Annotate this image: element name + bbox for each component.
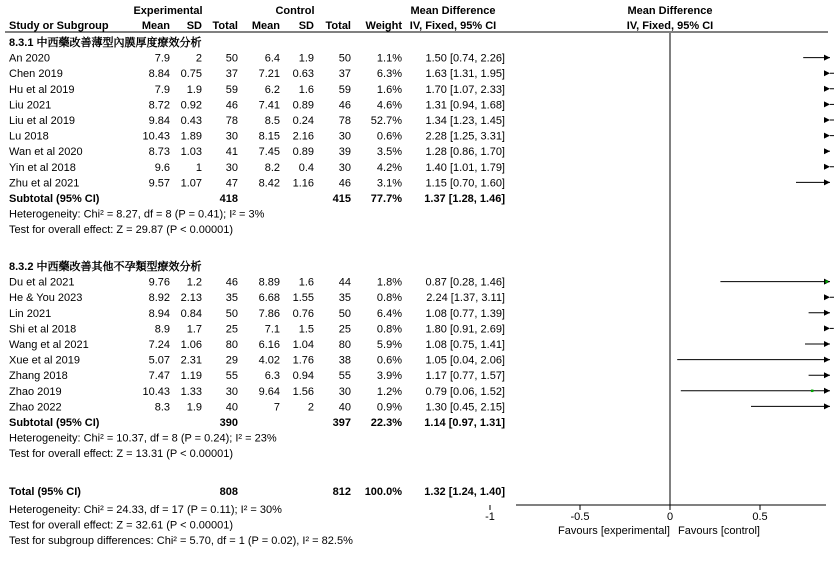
weight-cell: 1.1% [376, 52, 402, 65]
subgroup-title: 8.3.1 中西藥改善薄型內膜厚度療效分析 [9, 37, 202, 49]
subtotal-e-total: 418 [219, 193, 238, 205]
c-sd-cell: 0.76 [292, 307, 314, 320]
c-mean-cell: 8.42 [258, 177, 280, 190]
ci-line-arrow [824, 148, 830, 154]
ci-cell: 1.17 [0.77, 1.57] [425, 370, 505, 383]
study-name: Lu 2018 [9, 130, 49, 143]
c-mean-cell: 8.15 [258, 130, 280, 143]
e-total-cell: 55 [225, 370, 238, 383]
c-sd-cell: 2 [307, 401, 314, 414]
md-method-header: IV, Fixed, 95% CI [409, 20, 497, 32]
e-sd-cell: 1 [195, 161, 202, 174]
c-mean-cell: 7.21 [258, 68, 280, 81]
favours-control-label: Favours [control] [678, 525, 760, 537]
c-total-cell: 30 [338, 385, 351, 398]
heterogeneity-text: Heterogeneity: Chi² = 8.27, df = 8 (P = 0.41); I² = 3% [9, 208, 265, 221]
total-ci: 1.32 [1.24, 1.40] [424, 486, 505, 498]
e-total-cell: 40 [225, 401, 238, 414]
e-sd-cell: 1.33 [180, 385, 202, 398]
weight-cell: 6.4% [376, 307, 402, 320]
c-total-cell: 50 [338, 52, 351, 65]
c-sd-cell: 1.55 [292, 292, 314, 305]
control-header: Control [275, 5, 315, 17]
e-sd-cell: 1.89 [180, 130, 202, 143]
c-sd-cell: 1.6 [298, 276, 314, 289]
study-name: Zhao 2019 [9, 385, 62, 398]
e-mean-cell: 8.72 [148, 99, 170, 112]
weight-cell: 3.1% [376, 177, 402, 190]
md-plot-method-header: IV, Fixed, 95% CI [626, 20, 714, 32]
study-square [825, 280, 828, 283]
total-e-total: 808 [219, 486, 238, 498]
c-total-cell: 30 [338, 161, 351, 174]
e-sd-cell: 1.9 [186, 83, 202, 96]
study-name: Zhang 2018 [9, 370, 68, 383]
ci-line-arrow [824, 86, 830, 92]
e-total-cell: 47 [225, 177, 238, 190]
ci-line-arrow [824, 372, 830, 378]
weight-cell: 1.6% [376, 83, 402, 96]
e-mean-cell: 9.84 [148, 115, 170, 127]
c-mean-cell: 9.64 [258, 385, 280, 398]
e-mean-cell: 5.07 [148, 354, 170, 367]
c-mean-cell: 6.4 [264, 52, 280, 65]
e-total-cell: 59 [225, 83, 238, 96]
c-total-cell: 40 [338, 401, 351, 414]
study-name: He & You 2023 [9, 292, 83, 305]
ci-cell: 1.34 [1.23, 1.45] [425, 115, 505, 127]
c-mean-cell: 6.3 [264, 370, 280, 383]
c-sd-cell: 1.16 [292, 177, 314, 190]
subtotal-c-total: 397 [332, 417, 351, 429]
e-sd-cell: 1.19 [180, 370, 202, 383]
e-mean-cell: 7.24 [148, 339, 170, 351]
study-name: Xue et al 2019 [9, 354, 80, 367]
weight-cell: 0.8% [376, 292, 402, 305]
ci-cell: 1.15 [0.70, 1.60] [425, 177, 505, 190]
ci-line-arrow [824, 388, 830, 394]
x-tick-label: -1 [485, 511, 495, 523]
e-sd-cell: 1.7 [186, 323, 202, 336]
e-sd-cell: 0.75 [180, 68, 202, 81]
e-sd-cell: 2 [195, 52, 202, 65]
weight-cell: 0.6% [376, 354, 402, 367]
c-total-cell: 37 [338, 68, 351, 81]
e-mean-cell: 8.84 [148, 68, 170, 81]
weight-cell: 1.2% [376, 385, 402, 398]
study-name: Liu 2021 [9, 99, 52, 112]
e-mean-header: Mean [141, 20, 170, 32]
c-mean-cell: 8.5 [264, 115, 280, 127]
subtotal-e-total: 390 [219, 417, 238, 429]
subtotal-c-total: 415 [332, 193, 351, 205]
c-sd-cell: 0.4 [298, 161, 314, 174]
e-mean-cell: 8.9 [154, 323, 170, 336]
study-name: Zhao 2022 [9, 401, 62, 414]
weight-cell: 6.3% [376, 68, 402, 81]
ci-line-arrow [824, 403, 830, 409]
e-mean-cell: 8.92 [148, 292, 170, 305]
total-label: Total (95% CI) [9, 486, 81, 498]
heterogeneity-text: Heterogeneity: Chi² = 10.37, df = 8 (P = 0.24); I² = 23% [9, 432, 277, 445]
weight-cell: 52.7% [370, 115, 402, 127]
x-tick-label: 0.5 [752, 511, 768, 523]
weight-cell: 0.8% [376, 323, 402, 336]
ci-line-arrow [824, 117, 830, 123]
e-total-cell: 78 [225, 115, 238, 127]
e-total-header: Total [212, 20, 238, 32]
e-mean-cell: 8.73 [148, 146, 170, 159]
ci-cell: 2.24 [1.37, 3.11] [426, 292, 505, 305]
ci-line-arrow [824, 310, 830, 316]
e-sd-cell: 1.03 [180, 146, 202, 159]
weight-cell: 5.9% [376, 339, 402, 351]
c-sd-cell: 1.5 [298, 323, 314, 336]
e-mean-cell: 9.6 [154, 161, 170, 174]
subgroup-title: 8.3.2 中西藥改善其他不孕類型療效分析 [9, 261, 202, 273]
e-total-cell: 46 [225, 276, 238, 289]
e-mean-cell: 7.9 [154, 83, 170, 96]
e-sd-cell: 0.92 [180, 99, 202, 112]
weight-header: Weight [365, 20, 402, 32]
subtotal-weight: 22.3% [370, 417, 402, 429]
study-name: Shi et al 2018 [9, 323, 77, 336]
x-tick-label: 0 [666, 511, 674, 523]
c-total-cell: 39 [338, 146, 351, 159]
c-total-cell: 50 [338, 307, 351, 320]
ci-line-arrow [824, 164, 830, 170]
weight-cell: 1.8% [376, 276, 402, 289]
e-total-cell: 30 [225, 385, 238, 398]
ci-line-arrow [824, 70, 830, 76]
e-sd-cell: 0.84 [180, 307, 202, 320]
total-weight: 100.0% [364, 486, 402, 498]
ci-cell: 1.40 [1.01, 1.79] [425, 161, 505, 174]
e-mean-cell: 9.76 [148, 276, 170, 289]
study-name: Liu et al 2019 [9, 115, 76, 127]
weight-cell: 0.6% [376, 130, 402, 143]
study-name: Lin 2021 [9, 307, 52, 320]
ci-cell: 1.80 [0.91, 2.69] [425, 323, 505, 336]
ci-line-arrow [824, 357, 830, 363]
e-sd-cell: 0.43 [180, 115, 202, 127]
study-name: Wang et al 2021 [9, 339, 89, 351]
c-mean-cell: 7.45 [258, 146, 280, 159]
footer-stat: Test for subgroup differences: Chi² = 5.70, df = 1 (P = 0.02), I² = 82.5% [9, 535, 353, 548]
subtotal-label: Subtotal (95% CI) [9, 417, 100, 429]
weight-cell: 4.6% [376, 99, 402, 112]
ci-line-arrow [824, 325, 830, 331]
weight-cell: 3.5% [376, 146, 402, 159]
favours-experimental-label: Favours [experimental] [558, 525, 670, 537]
c-total-cell: 25 [338, 323, 351, 336]
study-name: An 2020 [9, 52, 50, 65]
e-mean-cell: 8.94 [148, 307, 170, 320]
study-name: Zhu et al 2021 [9, 177, 80, 190]
ci-cell: 1.31 [0.94, 1.68] [425, 99, 505, 112]
e-mean-cell: 7.9 [154, 52, 170, 65]
study-name: Hu et al 2019 [9, 83, 75, 96]
c-mean-cell: 7.41 [258, 99, 280, 112]
c-mean-cell: 8.89 [258, 276, 280, 289]
e-total-cell: 35 [225, 292, 238, 305]
overall-effect-text: Test for overall effect: Z = 13.31 (P < 0.00001) [9, 448, 234, 461]
ci-line-arrow [824, 101, 830, 107]
weight-cell: 0.9% [376, 401, 402, 414]
weight-cell: 3.9% [376, 370, 402, 383]
c-mean-cell: 6.16 [258, 339, 280, 351]
subtotal-label: Subtotal (95% CI) [9, 193, 100, 205]
c-mean-cell: 7.86 [258, 307, 280, 320]
c-sd-header: SD [298, 20, 314, 32]
study-name: Wan et al 2020 [9, 146, 83, 159]
c-total-cell: 46 [338, 177, 351, 190]
e-total-cell: 25 [225, 323, 238, 336]
c-mean-cell: 4.02 [258, 354, 280, 367]
c-total-cell: 30 [338, 130, 351, 143]
c-sd-cell: 0.94 [292, 370, 314, 383]
c-total-cell: 80 [338, 339, 351, 351]
ci-line-arrow [824, 341, 830, 347]
c-sd-cell: 0.89 [292, 146, 314, 159]
e-mean-cell: 7.47 [148, 370, 170, 383]
study-name: Chen 2019 [9, 68, 63, 81]
e-sd-cell: 2.13 [180, 292, 202, 305]
c-total-cell: 55 [338, 370, 351, 383]
e-mean-cell: 8.3 [154, 401, 170, 414]
e-total-cell: 50 [225, 307, 238, 320]
weight-cell: 4.2% [376, 161, 402, 174]
ci-cell: 1.08 [0.75, 1.41] [425, 339, 505, 351]
ci-cell: 0.79 [0.06, 1.52] [425, 385, 505, 398]
e-sd-header: SD [186, 20, 202, 32]
ci-line-arrow [824, 55, 830, 61]
e-total-cell: 41 [225, 146, 238, 159]
overall-effect-text: Test for overall effect: Z = 29.87 (P < 0.00001) [9, 224, 234, 237]
ci-cell: 1.08 [0.77, 1.39] [425, 307, 505, 320]
study-col-header: Study or Subgroup [9, 20, 109, 32]
c-mean-cell: 6.2 [264, 83, 280, 96]
e-sd-cell: 1.9 [186, 401, 202, 414]
e-total-cell: 30 [225, 161, 238, 174]
c-sd-cell: 0.24 [292, 115, 314, 127]
footer-stat: Test for overall effect: Z = 32.61 (P < 0.00001) [9, 519, 234, 532]
ci-cell: 1.05 [0.04, 2.06] [425, 354, 505, 367]
c-mean-cell: 7.1 [264, 323, 280, 336]
subtotal-ci: 1.14 [0.97, 1.31] [424, 417, 505, 429]
ci-cell: 1.28 [0.86, 1.70] [425, 146, 505, 159]
e-sd-cell: 2.31 [180, 354, 202, 367]
e-total-cell: 80 [225, 339, 238, 351]
e-total-cell: 50 [225, 52, 238, 65]
study-name: Du et al 2021 [9, 276, 75, 289]
study-square [811, 390, 814, 393]
c-total-cell: 46 [338, 99, 351, 112]
c-mean-header: Mean [251, 20, 280, 32]
e-total-cell: 30 [225, 130, 238, 143]
e-mean-cell: 10.43 [142, 385, 170, 398]
c-sd-cell: 1.76 [292, 354, 314, 367]
c-sd-cell: 1.6 [298, 83, 314, 96]
ci-cell: 1.30 [0.45, 2.15] [425, 401, 505, 414]
e-sd-cell: 1.06 [180, 339, 202, 351]
c-sd-cell: 0.63 [292, 68, 314, 81]
c-total-cell: 38 [338, 354, 351, 367]
ci-cell: 0.87 [0.28, 1.46] [425, 276, 505, 289]
c-total-header: Total [325, 20, 351, 32]
study-name: Yin et al 2018 [9, 161, 76, 174]
c-sd-cell: 0.89 [292, 99, 314, 112]
c-total-cell: 44 [338, 276, 351, 289]
ci-cell: 1.70 [1.07, 2.33] [425, 83, 505, 96]
footer-stat: Heterogeneity: Chi² = 24.33, df = 17 (P = 0.11); I² = 30% [9, 504, 282, 516]
c-sd-cell: 1.56 [292, 385, 314, 398]
md-plot-header: Mean Difference [627, 5, 713, 17]
total-c-total: 812 [332, 486, 351, 498]
c-total-cell: 78 [338, 115, 351, 127]
c-sd-cell: 2.16 [292, 130, 314, 143]
c-mean-cell: 6.68 [258, 292, 280, 305]
x-tick-label: -0.5 [570, 511, 590, 523]
ci-line-arrow [824, 294, 830, 300]
c-total-cell: 35 [338, 292, 351, 305]
c-mean-cell: 8.2 [264, 161, 280, 174]
c-sd-cell: 1.9 [298, 52, 314, 65]
e-sd-cell: 1.2 [186, 276, 202, 289]
e-total-cell: 46 [225, 99, 238, 112]
c-sd-cell: 1.04 [292, 339, 314, 351]
e-mean-cell: 9.57 [148, 177, 170, 190]
ci-cell: 2.28 [1.25, 3.31] [425, 130, 505, 143]
ci-line-arrow [824, 179, 830, 185]
ci-cell: 1.63 [1.31, 1.95] [425, 68, 505, 81]
c-total-cell: 59 [338, 83, 351, 96]
subtotal-weight: 77.7% [370, 193, 402, 205]
e-sd-cell: 1.07 [180, 177, 202, 190]
c-mean-cell: 7 [273, 401, 280, 414]
md-col-header: Mean Difference [410, 5, 496, 17]
experimental-header: Experimental [133, 5, 203, 17]
e-mean-cell: 10.43 [142, 130, 170, 143]
e-total-cell: 37 [225, 68, 238, 81]
subtotal-ci: 1.37 [1.28, 1.46] [424, 193, 505, 205]
ci-cell: 1.50 [0.74, 2.26] [425, 52, 505, 65]
ci-line-arrow [824, 133, 830, 139]
e-total-cell: 29 [225, 354, 238, 367]
